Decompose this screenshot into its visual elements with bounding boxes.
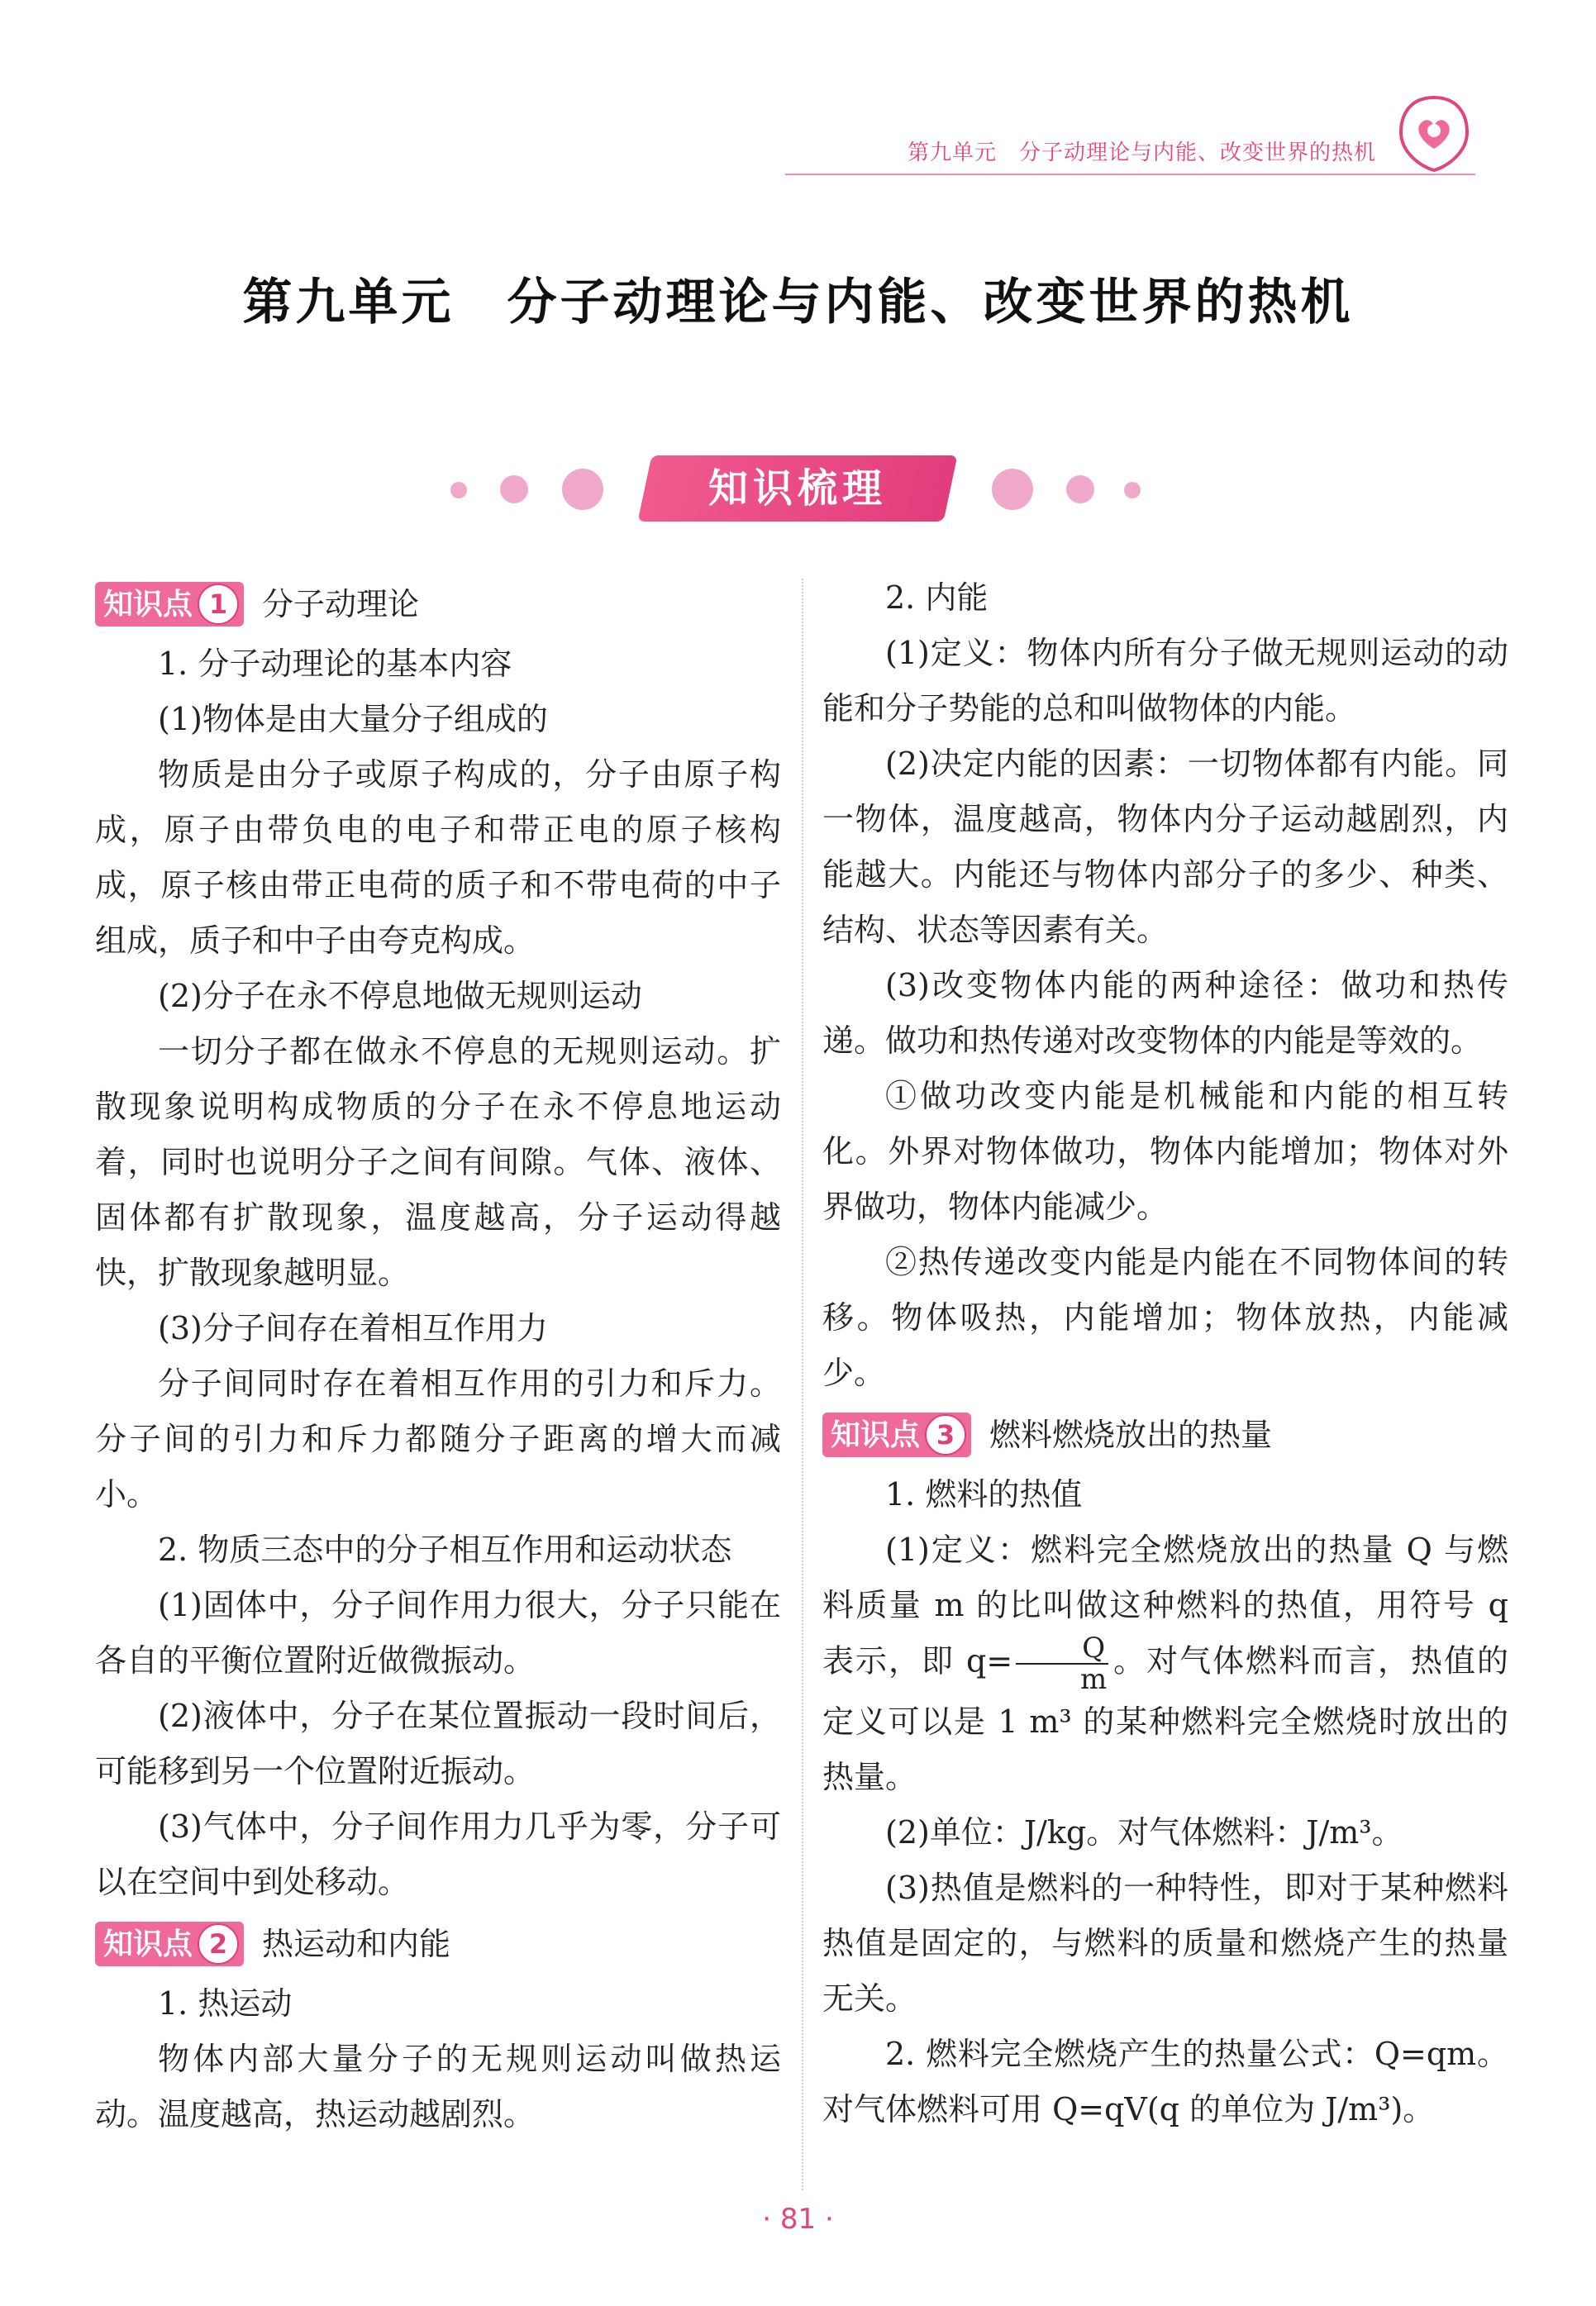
paragraph: ②热传递改变内能是内能在不同物体间的转移。物体吸热，内能增加；物体放热，内能减少。 bbox=[822, 1244, 1508, 1391]
paragraph: (2)单位：J/kg。对气体燃料：J/m³。 bbox=[885, 1814, 1403, 1851]
publisher-logo-icon bbox=[1393, 91, 1475, 174]
page-number: · 81 · bbox=[762, 2203, 834, 2236]
knowledge-point-1-heading bbox=[95, 574, 781, 635]
right-column bbox=[822, 570, 1508, 2137]
badge-label: 知识点 bbox=[831, 1417, 921, 1452]
paragraph: (3)热值是燃料的一种特性，即对于某种燃料热值是固定的，与燃料的质量和燃烧产生的热量无关。 bbox=[822, 1870, 1508, 2017]
definition-tail: 。对气体燃料而言，热值的定义可以是 1 m³ 的某种燃料完全燃烧时放出的热量。 bbox=[822, 1642, 1508, 1795]
fraction-q-over-m bbox=[1016, 1633, 1108, 1694]
paragraph: 2. 燃料完全燃烧产生的热量公式：Q=qm。对气体燃料可用 Q=qV(q 的单位为 J/m³)。 bbox=[822, 2036, 1508, 2127]
paragraph: (1)固体中，分子间作用力很大，分子只能在各自的平衡位置附近做微振动。 bbox=[95, 1587, 781, 1679]
header-rule bbox=[785, 174, 1475, 175]
decor-dot bbox=[450, 482, 467, 498]
knowledge-point-badge bbox=[95, 1922, 244, 1966]
badge-number: 3 bbox=[925, 1414, 966, 1456]
paragraph: ①做功改变内能是机械能和内能的相互转化。外界对物体做功，物体内能增加；物体对外界做功，物体内能减少。 bbox=[822, 1078, 1508, 1225]
decor-dot bbox=[992, 469, 1033, 510]
paragraph: 1. 燃料的热值 bbox=[885, 1476, 1083, 1513]
running-header bbox=[785, 91, 1475, 182]
paragraph: (3)改变物体内能的两种途径：做功和热传递。做功和热传递对改变物体的内能是等效的。 bbox=[822, 967, 1508, 1059]
column-divider bbox=[802, 579, 803, 2190]
fraction-numerator: Q bbox=[1016, 1633, 1108, 1665]
banner-label: 知识梳理 bbox=[707, 465, 887, 512]
badge-number: 2 bbox=[198, 1923, 239, 1965]
knowledge-point-badge bbox=[822, 1413, 971, 1457]
heat-value-definition bbox=[822, 1522, 1508, 1805]
paragraph: (2)决定内能的因素：一切物体都有内能。同一物体，温度越高，物体内分子运动越剧烈，内能越大。内能还与物体内部分子的多少、种类、结构、状态等因素有关。 bbox=[822, 746, 1508, 948]
paragraph: (1)定义：物体内所有分子做无规则运动的动能和分子势能的总和叫做物体的内能。 bbox=[822, 635, 1508, 727]
paragraph: 2. 内能 bbox=[885, 579, 989, 616]
paragraph: 物质是由分子或原子构成的，分子由原子构成，原子由带负电的电子和带正电的原子核构成，原子核由带正电荷的质子和不带电荷的中子组成，质子和中子由夸克构成。 bbox=[95, 756, 781, 959]
paragraph: 物体内部大量分子的无规则运动叫做热运动。温度越高，热运动越剧烈。 bbox=[95, 2041, 781, 2132]
decor-dot bbox=[562, 469, 603, 510]
knowledge-point-3-heading bbox=[822, 1404, 1508, 1465]
paragraph: (1)物体是由大量分子组成的 bbox=[158, 701, 548, 737]
definition-text: (1)定义：燃料完全燃烧放出的热量 Q 与燃料质量 m 的比叫做这种燃料的热值，用符号 q 表示，即 q= bbox=[822, 1532, 1508, 1679]
paragraph: (2)液体中，分子在某位置振动一段时间后，可能移到另一个位置附近振动。 bbox=[95, 1698, 781, 1789]
knowledge-point-title: 热运动和内能 bbox=[262, 1925, 451, 1962]
badge-number: 1 bbox=[198, 584, 239, 625]
paragraph: (2)分子在永不停息地做无规则运动 bbox=[158, 978, 642, 1014]
badge-label: 知识点 bbox=[103, 1927, 193, 1961]
knowledge-point-2-heading bbox=[95, 1913, 781, 1975]
paragraph: (3)气体中，分子间作用力几乎为零，分子可以在空间中到处移动。 bbox=[95, 1808, 781, 1900]
left-column bbox=[95, 570, 781, 2142]
paragraph: 1. 热运动 bbox=[158, 1985, 293, 2022]
unit-title: 第九单元 分子动理论与内能、改变世界的热机 bbox=[242, 274, 1354, 331]
knowledge-point-title: 分子动理论 bbox=[262, 585, 420, 622]
section-banner bbox=[446, 450, 1149, 529]
paragraph: 一切分子都在做永不停息的无规则运动。扩散现象说明构成物质的分子在永不停息地运动着，同时也说明分子之间有间隙。气体、液体、固体都有扩散现象，温度越高，分子运动得越快，扩散现象越明显。 bbox=[95, 1033, 781, 1291]
paragraph: (3)分子间存在着相互作用力 bbox=[158, 1310, 548, 1346]
decor-dot bbox=[1124, 482, 1141, 498]
fraction-denominator: m bbox=[1080, 1663, 1108, 1696]
decor-dot bbox=[1066, 475, 1094, 503]
knowledge-point-title: 燃料燃烧放出的热量 bbox=[989, 1416, 1273, 1453]
badge-label: 知识点 bbox=[103, 587, 193, 622]
paragraph: 2. 物质三态中的分子相互作用和运动状态 bbox=[158, 1532, 732, 1568]
decor-dot bbox=[500, 475, 528, 503]
knowledge-point-badge bbox=[95, 582, 244, 627]
running-header-text: 第九单元 分子动理论与内能、改变世界的热机 bbox=[907, 141, 1376, 165]
paragraph: 1. 分子动理论的基本内容 bbox=[158, 646, 512, 682]
paragraph: 分子间同时存在着相互作用的引力和斥力。分子间的引力和斥力都随分子距离的增大而减小。 bbox=[95, 1365, 781, 1513]
